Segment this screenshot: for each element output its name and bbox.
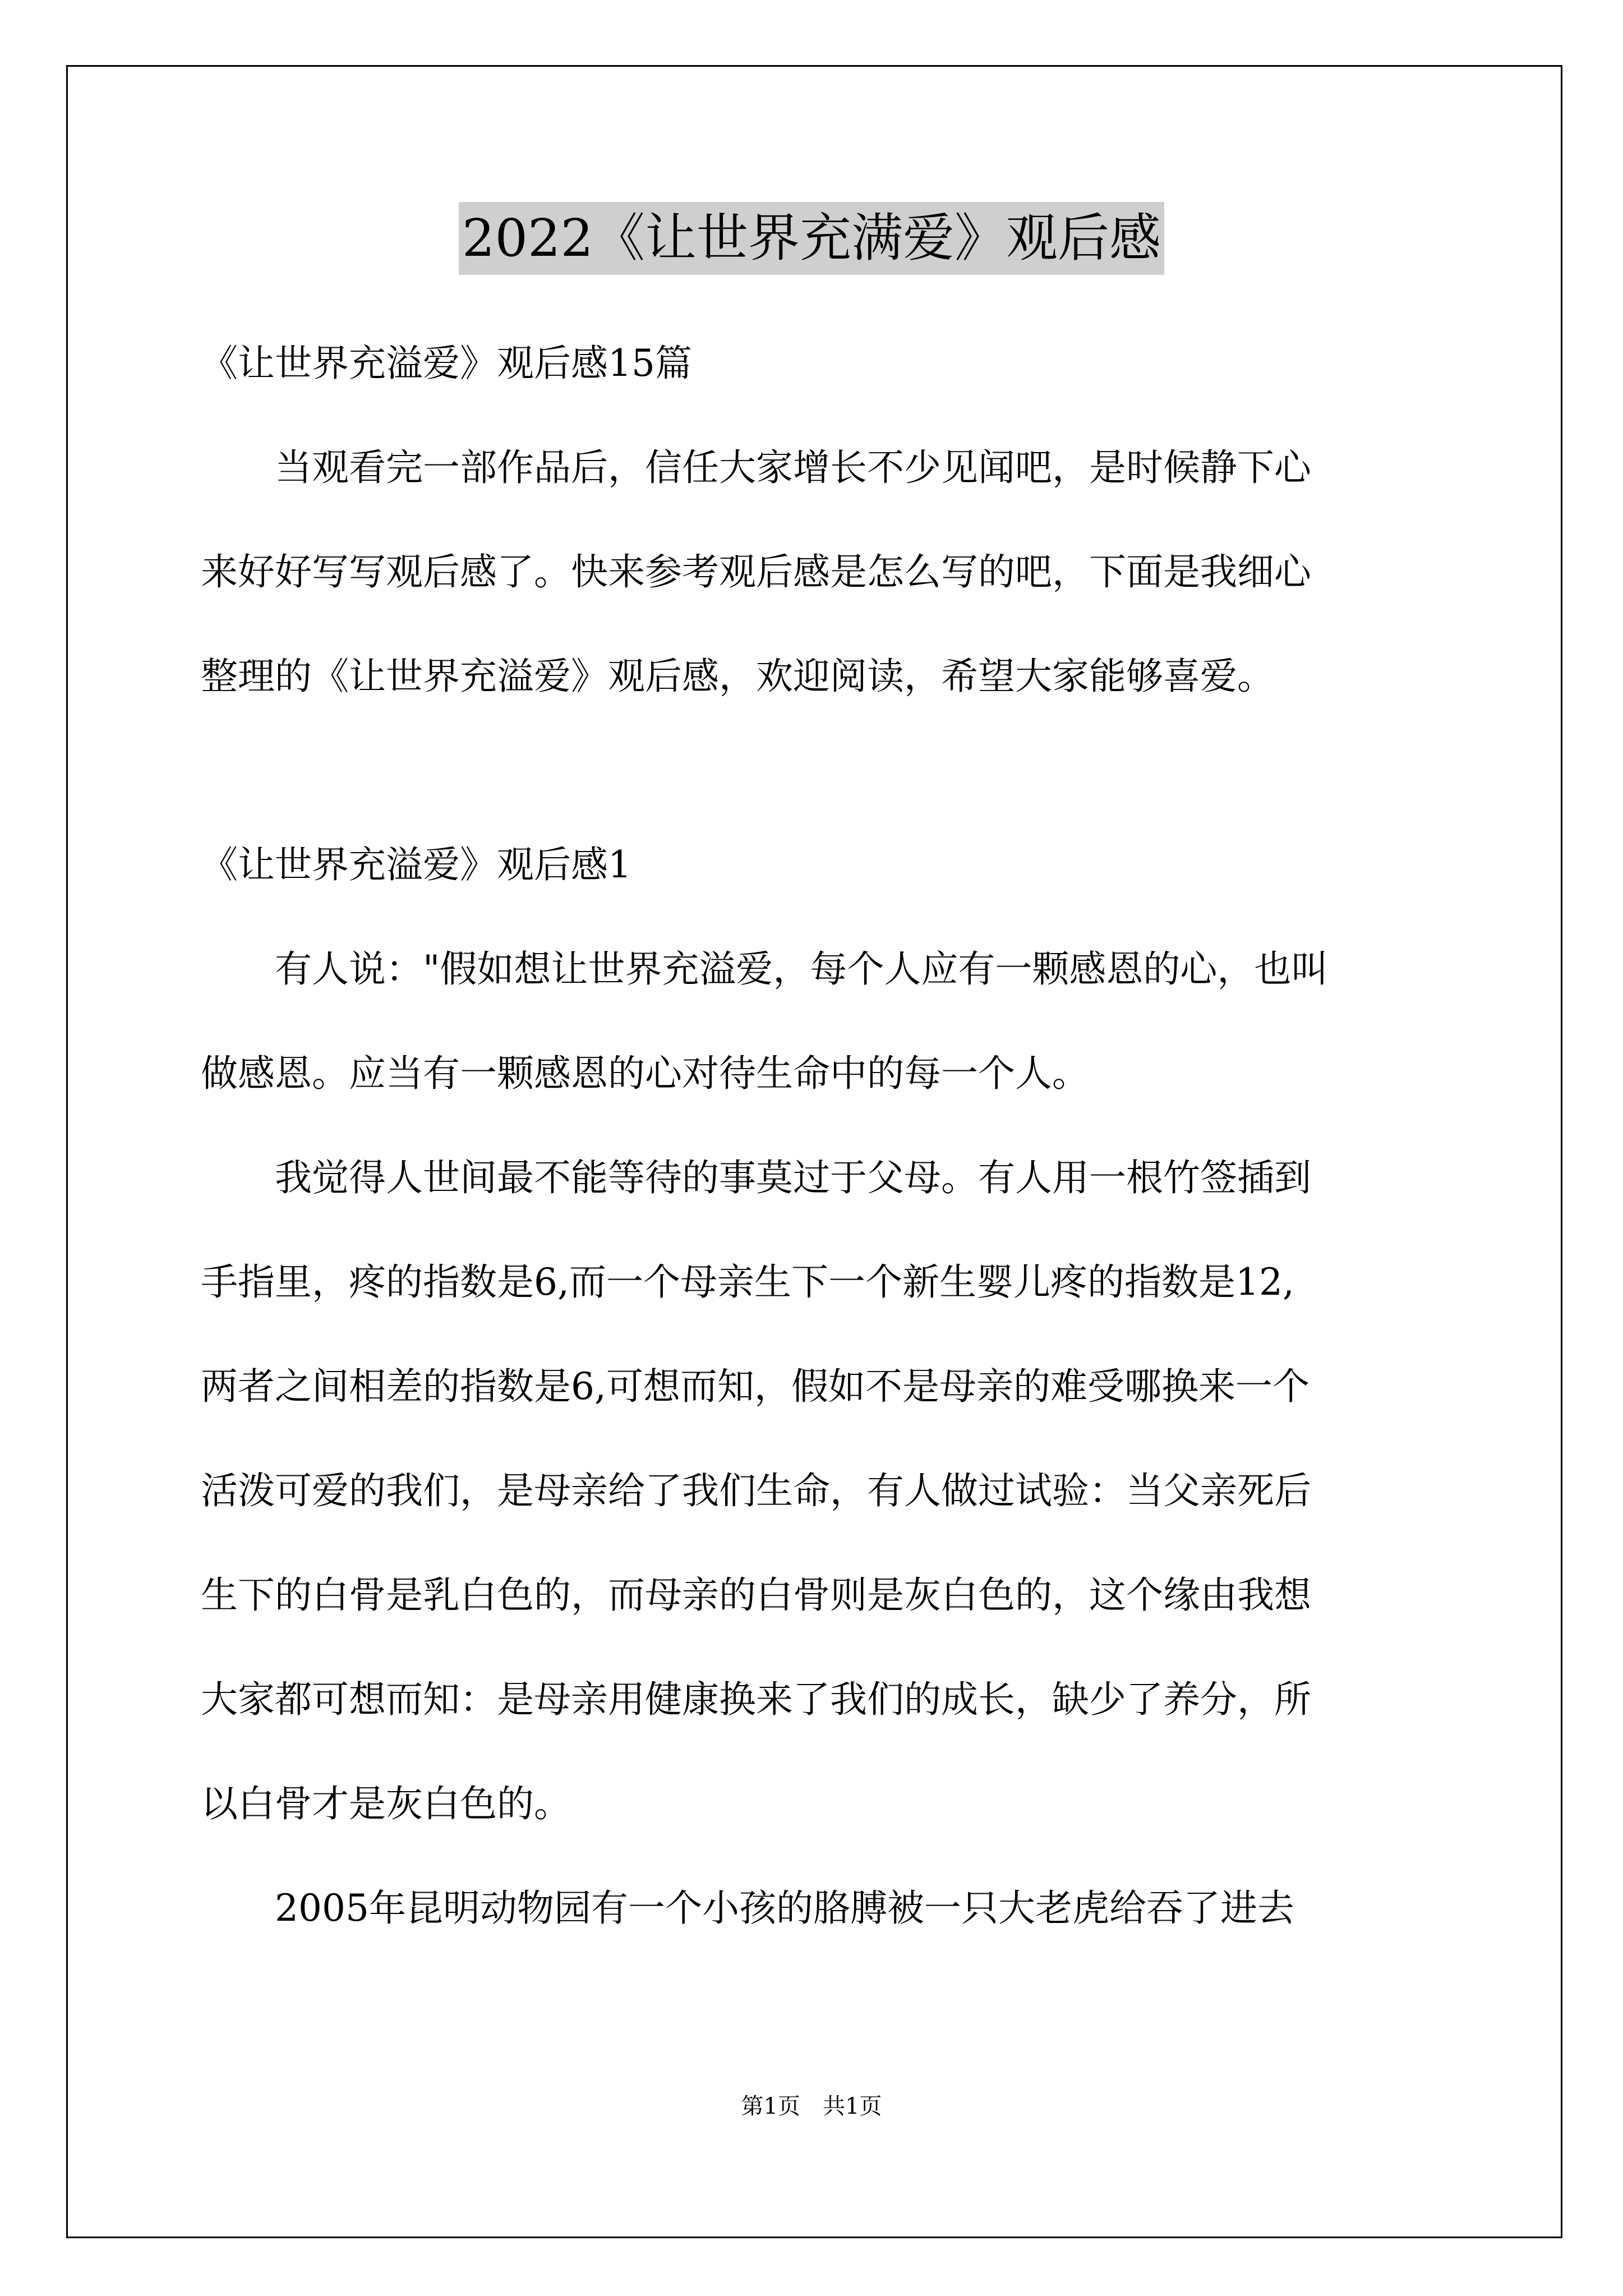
intro-line-1: 当观看完一部作品后，信任大家增长不少见闻吧，是时候静下心 (275, 446, 1311, 489)
page-footer: 第1页 共1页 (741, 2093, 882, 2119)
para1-line-1: 有人说："假如想让世界充溢爱，每个人应有一颗感恩的心，也叫 (275, 947, 1329, 991)
para2-line-6: 大家都可想而知：是母亲用健康换来了我们的成长，缺少了养分，所 (201, 1678, 1311, 1721)
section-heading: 《让世界充溢爱》观后感1 (201, 843, 631, 886)
title-container (0, 202, 1623, 275)
para3-line-1: 2005年昆明动物园有一个小孩的胳膊被一只大老虎给吞了进去 (275, 1887, 1294, 1930)
section-gap (201, 729, 1435, 813)
para2-line-2: 手指里，疼的指数是6,而一个母亲生下一个新生婴儿疼的指数是12, (201, 1260, 1294, 1304)
para2-line-7: 以白骨才是灰白色的。 (201, 1782, 571, 1825)
document-body (201, 311, 1435, 1961)
intro-line-3: 整理的《让世界充溢爱》观后感，欢迎阅读，希望大家能够喜爱。 (201, 655, 1274, 698)
para2-line-1: 我觉得人世间最不能等待的事莫过于父母。有人用一根竹签插到 (275, 1156, 1311, 1199)
para1-line-2: 做感恩。应当有一颗感恩的心对待生命中的每一个人。 (201, 1052, 1089, 1095)
para2-line-4: 活泼可爱的我们，是母亲给了我们生命，有人做过试验：当父亲死后 (201, 1469, 1311, 1512)
intro-line-2: 来好好写写观后感了。快来参考观后感是怎么写的吧，下面是我细心 (201, 550, 1311, 593)
para2-line-3: 两者之间相差的指数是6,可想而知，假如不是母亲的难受哪换来一个 (201, 1365, 1310, 1408)
para2-line-5: 生下的白骨是乳白色的，而母亲的白骨则是灰白色的，这个缘由我想 (201, 1573, 1311, 1617)
subtitle-line: 《让世界充溢爱》观后感15篇 (201, 342, 692, 385)
document-title: 2022《让世界充满爱》观后感 (459, 202, 1164, 275)
